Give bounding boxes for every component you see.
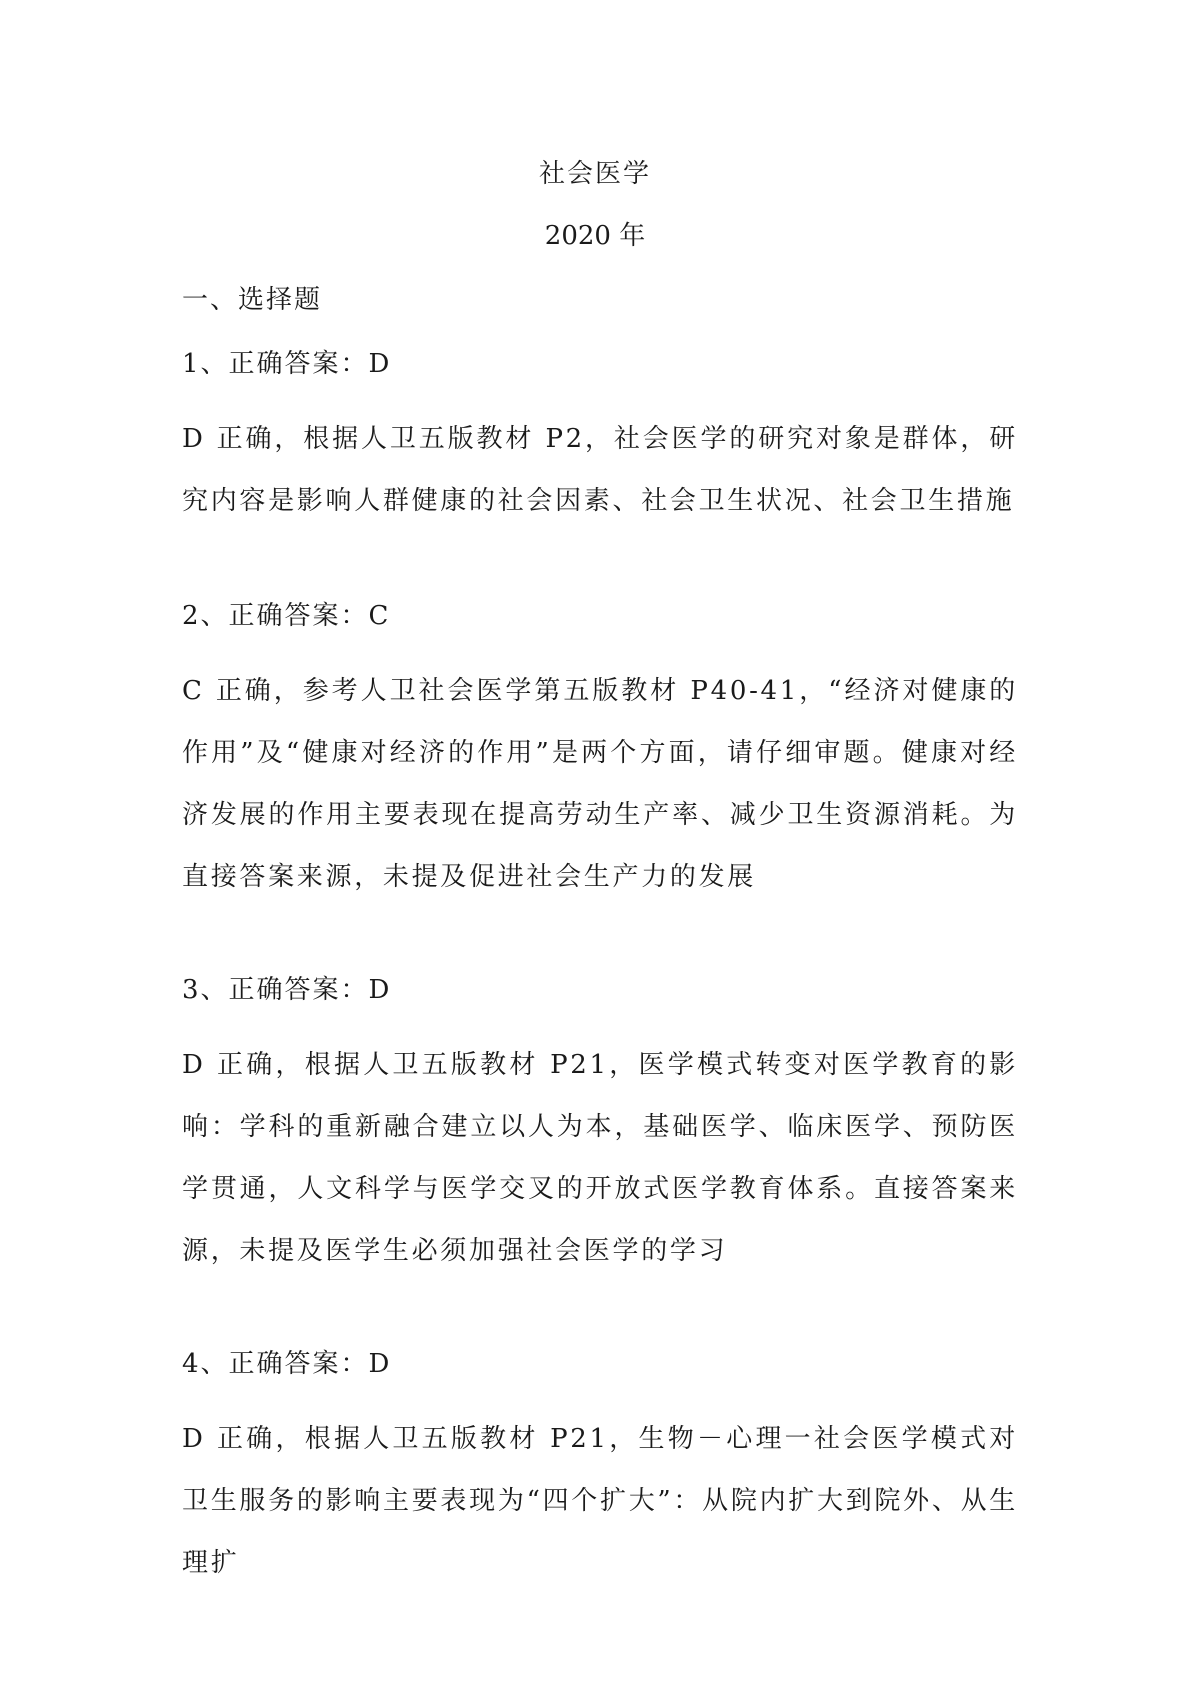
answer-explanation: D 正确，根据人卫五版教材 P21，生物－心理一社会医学模式对卫生服务的影响主要表现为“四个扩大”：从院内扩大到院外、从生理扩 <box>182 1424 1018 1578</box>
question-block-4 <box>182 1346 1018 1594</box>
answer-heading: 3、正确答案：D <box>182 975 392 1005</box>
answer-heading: 1、正确答案：D <box>182 349 392 379</box>
question-block-3 <box>182 972 1018 1282</box>
answer-heading: 2、正确答案：C <box>182 601 391 631</box>
answer-explanation: C 正确，参考人卫社会医学第五版教材 P40-41，“经济对健康的作用”及“健康对经济的作用”是两个方面，请仔细审题。健康对经济发展的作用主要表现在提高劳动生产率、减少卫生资源消耗。为直接答案来源，未提及促进社会生产力的发展 <box>182 676 1018 892</box>
document-title: 社会医学 <box>538 159 651 189</box>
answer-explanation: D 正确，根据人卫五版教材 P2，社会医学的研究对象是群体，研究内容是影响人群健康的社会因素、社会卫生状况、社会卫生措施 <box>182 424 1018 516</box>
question-block-2 <box>182 598 1018 908</box>
question-block-1 <box>182 346 1018 532</box>
document-year: 2020 年 <box>544 221 646 251</box>
answer-explanation: D 正确，根据人卫五版教材 P21，医学模式转变对医学教育的影响：学科的重新融合建立以人为本，基础医学、临床医学、预防医学贯通，人文科学与医学交叉的开放式医学教育体系。直接答案来源，未提及医学生必须加强社会医学的学习 <box>182 1050 1018 1266</box>
section-heading: 一、选择题 <box>182 285 323 315</box>
answer-heading: 4、正确答案：D <box>182 1349 392 1379</box>
